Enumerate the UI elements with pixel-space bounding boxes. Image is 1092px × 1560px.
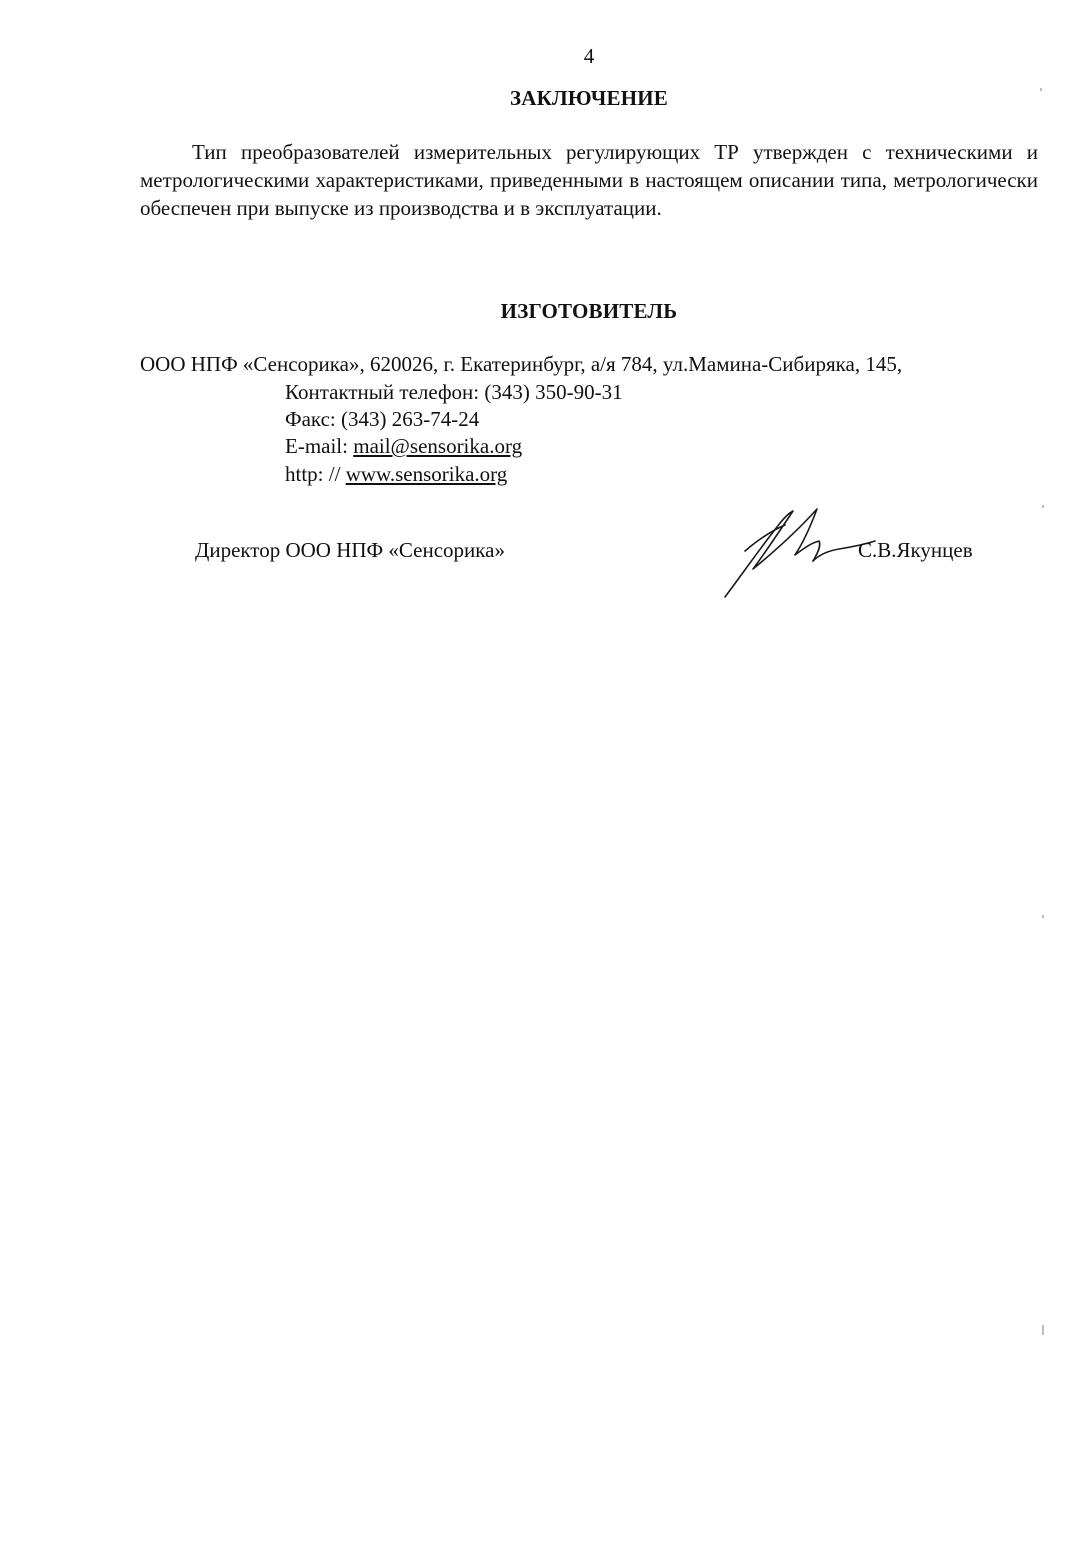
contact-phone: Контактный телефон: (343) 350-90-31 xyxy=(285,380,623,404)
director-title: Директор ООО НПФ «Сенсорика» xyxy=(195,538,505,562)
manufacturer-address: ООО НПФ «Сенсорика», 620026, г. Екатеринбург, а/я 784, ул.Мамина-Сибиряка, 145, xyxy=(140,352,903,376)
contact-website-line xyxy=(285,460,507,488)
manufacturer-heading: ИЗГОТОВИТЕЛЬ xyxy=(500,299,678,323)
scan-speck xyxy=(1042,915,1044,918)
contact-email-line xyxy=(285,432,522,460)
scan-speck xyxy=(1042,505,1044,508)
scan-speck xyxy=(1040,88,1042,91)
website-link[interactable]: www.sensorika.org xyxy=(345,462,508,486)
director-name: С.В.Якунцев xyxy=(858,538,973,562)
contact-fax: Факс: (343) 263-74-24 xyxy=(285,407,480,431)
conclusion-paragraph: Тип преобразователей измерительных регулирующих ТР утвержден с техническими и метрологическими характеристиками, приведенными в настоящем описании типа, метрологически обеспечен при выпуске из производства и в эксплуатации. xyxy=(140,140,1038,220)
scan-speck xyxy=(1042,1325,1044,1335)
email-label: E-mail: xyxy=(285,434,354,458)
page-number: 4 xyxy=(583,44,595,68)
website-label: http: // xyxy=(285,462,346,486)
conclusion-heading: ЗАКЛЮЧЕНИЕ xyxy=(509,86,669,110)
email-link[interactable]: mail@sensorika.org xyxy=(353,434,523,458)
